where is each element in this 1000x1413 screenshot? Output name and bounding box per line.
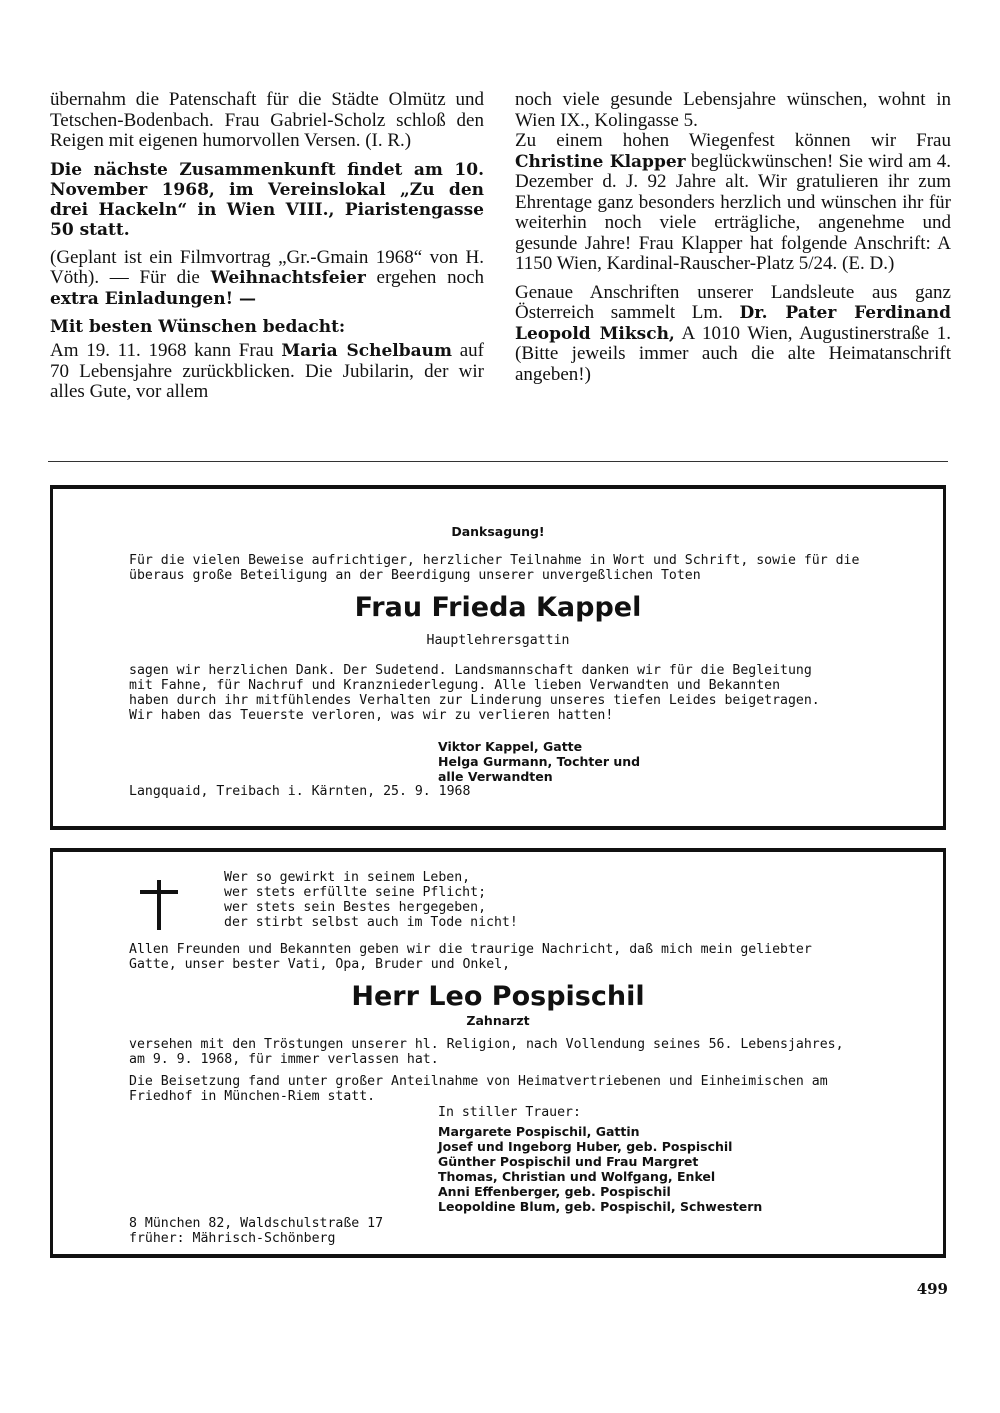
obit-intro-1: Allen Freunden und Bekannten geben wir die traurige Nachricht, daß mich mein geliebter [129,942,812,957]
right-paragraph-3 [515,283,951,386]
section-divider [48,461,948,462]
left-paragraph-3 [50,248,484,310]
obit-signature-3: Günther Pospischil und Frau Margret [438,1154,699,1169]
page-number: 499 [916,1280,948,1298]
notice-body-1: sagen wir herzlichen Dank. Der Sudetend. Landsmannschaft danken wir für die Begleitung [129,663,812,678]
obit-deceased-name: Herr Leo Pospischil [351,981,645,1012]
obit-intro-2: Gatte, unser bester Vati, Opa, Bruder und Onkel, [129,957,511,972]
right-paragraph-1: noch viele gesunde Lebensjahre wünschen, wohnt in Wien IX., Kolingasse 5. [515,89,951,131]
obit-deceased-title: Zahnarzt [466,1013,530,1028]
film-text: (Geplant ist ein Filmvortrag „Gr.-Gmain 1968“ von H. Vöth). — Für die [50,246,484,288]
poem-line-3: wer stets sein Bestes hergegeben, [224,900,487,915]
poem-line-1: Wer so gewirkt in seinem Leben, [224,870,471,885]
addresses-text-c: A 1010 Wien, Augustinerstraße 1. (Bitte jeweils immer auch die alte Heimatanschrift angeben!) [515,322,951,385]
notice-body-2: mit Fahne, für Nachruf und Kranzniederlegung. Alle lieben Verwandten und Bekannten [129,678,781,693]
notice-intro-2: überaus große Beteiligung an der Beerdigung unserer unvergeßlichen Toten [129,568,701,583]
notice-obituary [50,848,946,1258]
obit-body-4: Friedhof in München-Riem statt. [129,1089,376,1104]
klapper-name: Christine Klapper [515,151,686,172]
right-paragraph-2 [515,131,951,275]
poem-line-2: wer stets erfüllte seine Pflicht; [224,885,487,900]
right-column [515,90,951,393]
birthday-text-c: auf 70 Lebensjahre zurückblicken. Die Jubilarin, der wir alles Gute, vor allem [50,340,485,402]
cross-icon [157,880,161,930]
left-paragraph-5 [50,341,484,403]
cross-icon-bar [140,890,178,894]
notice-intro-1: Für die vielen Beweise aufrichtiger, herzlicher Teilnahme in Wort und Schrift, sowie für die [129,553,860,568]
deceased-title: Hauptlehrersgattin [426,633,570,648]
birthday-text-a: Am 19. 11. 1968 kann Frau [50,340,282,361]
wiegenfest-text-a: Zu einem hohen Wiegenfest können wir Frau [515,130,951,151]
notice-body-3: haben durch ihr mitfühlendes Verhalten zur Linderung unseres tiefen Leides beigetragen. [129,693,820,708]
wishes-heading: Mit besten Wünschen bedacht: [50,317,346,337]
signature-1: Viktor Kappel, Gatte [438,739,583,754]
notice-heading: Danksagung! [451,524,545,539]
notice-danksagung [50,485,946,830]
obit-signature-5: Anni Effenberger, geb. Pospischil [438,1184,671,1199]
obit-body-2: am 9. 9. 1968, für immer verlassen hat. [129,1052,439,1067]
addresses-text-a: Genaue Anschriften unserer Landsleute aus ganz Österreich sammelt Lm. [515,281,951,323]
poem-line-4: der stirbt selbst auch im Tode nicht! [224,915,518,930]
place-date: Langquaid, Treibach i. Kärnten, 25. 9. 1968 [129,784,471,799]
notice-body-4: Wir haben das Teuerste verloren, was wir zu verlieren hatten! [129,708,614,723]
obit-address-1: 8 München 82, Waldschulstraße 17 [129,1216,384,1231]
obit-signature-1: Margarete Pospischil, Gattin [438,1124,640,1139]
obit-signature-2: Josef und Ingeborg Huber, geb. Pospischil [438,1139,733,1154]
miksch-name: Dr. Pater Ferdinand Leopold Miksch, [515,303,951,344]
left-column [50,90,484,411]
invites-text: ergehen noch [365,267,485,288]
birthday-name: Maria Schelbaum [281,341,453,361]
deceased-name: Frau Frieda Kappel [354,592,642,623]
obit-address-2: früher: Mährisch-Schönberg [129,1231,336,1246]
wiegenfest-text-c: beglückwünschen! Sie wird am 4. Dezember d. J. 92 Jahre alt. Wir gratulieren ihr zum Ehrentage ganz besonders herzlich und wünschen ihr für weiterhin noch viele erträgliche, angenehme und gesunde Jahre! Frau Klapper hat folgende Anschrift: A 1150 Wien, Kardinal-Rauscher-Platz 5/24. (E. D.) [515,150,951,274]
signature-2: Helga Gurmann, Tochter und [438,754,641,769]
obit-body-3: Die Beisetzung fand unter großer Anteilnahme von Heimatvertriebenen und Einheimischen am [129,1074,828,1089]
obit-signature-4: Thomas, Christian und Wolfgang, Enkel [438,1169,716,1184]
meeting-announcement: Die nächste Zusammenkunft findet am 10. November 1968, im Vereinslokal „Zu den drei Hackeln“ in Wien VIII., Piaristengasse 50 statt. [50,159,484,240]
obit-signature-6: Leopoldine Blum, geb. Pospischil, Schwestern [438,1199,763,1214]
mourning-line: In stiller Trauer: [438,1105,581,1120]
invitations-bold: extra Einladungen! — [50,288,256,309]
christmas-bold: Weihnachtsfeier [210,268,366,288]
obit-body-1: versehen mit den Tröstungen unserer hl. Religion, nach Vollendung seines 56. Lebensjahres, [129,1037,844,1052]
left-paragraph-1: übernahm die Patenschaft für die Städte Olmütz und Tetschen-Bodenbach. Frau Gabriel-Scholz schloß den Reigen mit eigenen humorvollen Versen. (I. R.) [50,89,484,151]
signature-3: alle Verwandten [438,769,553,784]
